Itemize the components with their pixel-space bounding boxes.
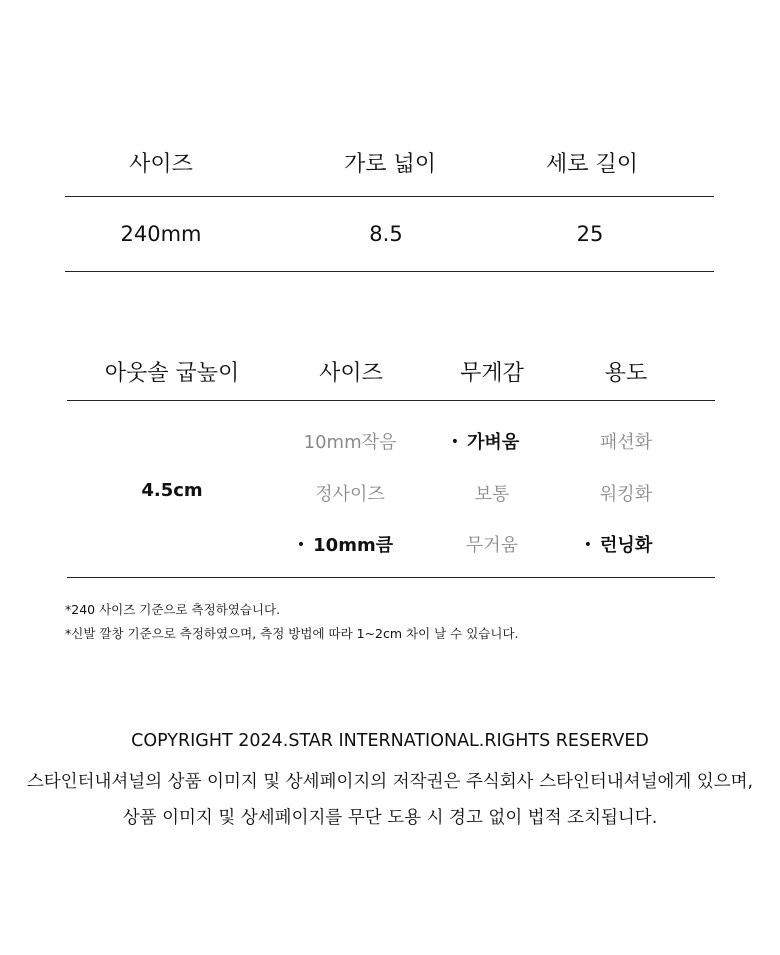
- size-table-value-width: 8.5: [369, 222, 403, 246]
- size-table-header-length: 세로 길이: [545, 152, 639, 177]
- weight-option: 보통: [474, 484, 510, 505]
- size-option: 정사이즈: [315, 484, 385, 505]
- fit-table-header-weight: 무게감: [460, 361, 524, 386]
- usage-option: 워킹화: [599, 484, 653, 505]
- weight-option: 무거움: [465, 535, 519, 556]
- size-table-bottom-divider: [65, 271, 714, 272]
- size-table-header-width: 가로 넓이: [343, 152, 437, 177]
- fit-table-header-divider: [67, 400, 715, 401]
- size-table-header-size: 사이즈: [129, 152, 193, 177]
- fit-table-heel-height: 4.5cm: [141, 480, 203, 501]
- weight-option: • 가벼움: [451, 428, 519, 454]
- size-option: 10mm작음: [303, 432, 397, 453]
- size-table-header-divider: [65, 196, 714, 197]
- footer-legal-warning: 상품 이미지 및 상세페이지를 무단 도용 시 경고 없이 법적 조치됩니다.: [122, 808, 658, 828]
- fit-table-bottom-divider: [67, 577, 715, 578]
- footer-copyright-notice: 스타인터내셔널의 상품 이미지 및 상세페이지의 저작권은 주식회사 스타인터내셔널에게 있으며,: [26, 772, 754, 792]
- usage-option: • 런닝화: [584, 531, 652, 557]
- size-table-value-size: 240mm: [120, 222, 202, 246]
- fit-table-header-usage: 용도: [604, 361, 648, 386]
- note-measurement-method: *신발 깔창 기준으로 측정하였으며, 측정 방법에 따라 1~2cm 차이 날 수 있습니다.: [65, 626, 519, 641]
- size-option: • 10mm큼: [297, 531, 393, 557]
- size-table-value-length: 25: [576, 222, 604, 246]
- usage-option: 패션화: [599, 432, 653, 453]
- footer-copyright: COPYRIGHT 2024.STAR INTERNATIONAL.RIGHTS RESERVED: [131, 731, 649, 751]
- fit-table-header-size: 사이즈: [319, 361, 383, 386]
- note-measurement-size: *240 사이즈 기준으로 측정하였습니다.: [65, 602, 281, 617]
- fit-table-header-heel: 아웃솔 굽높이: [104, 361, 240, 386]
